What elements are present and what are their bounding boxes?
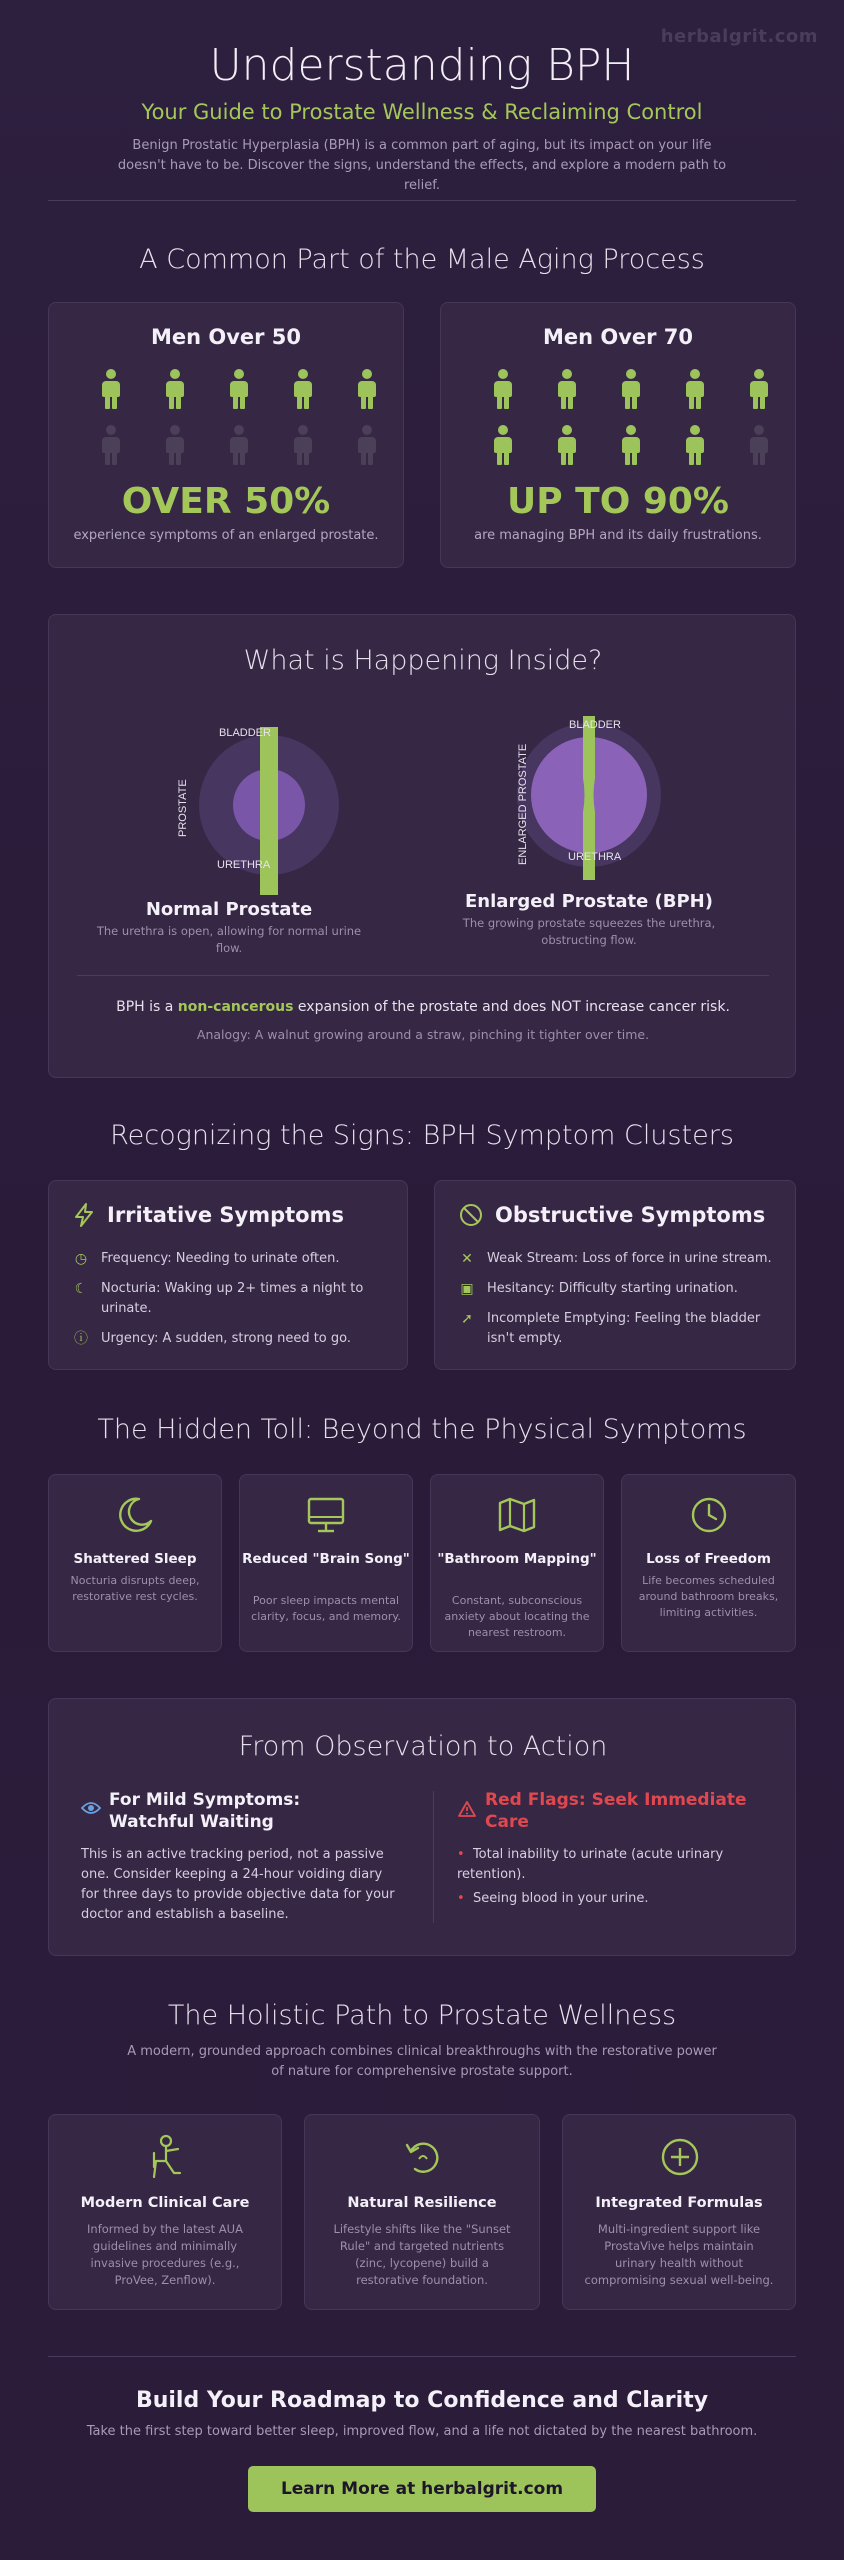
stat-description: experience symptoms of an enlarged prostate. bbox=[73, 528, 379, 543]
toll-card-brain bbox=[239, 1474, 413, 1652]
toll-card-sleep bbox=[48, 1474, 222, 1652]
holistic-section-title: The Holistic Path to Prostate Wellness bbox=[167, 2000, 677, 2031]
symptom-item bbox=[73, 1329, 351, 1349]
obstructive-title: Obstructive Symptoms bbox=[495, 1203, 766, 1227]
stat-value: OVER 50% bbox=[121, 481, 331, 522]
map-icon bbox=[495, 1493, 539, 1537]
symptom-text: Urgency: A sudden, strong need to go. bbox=[101, 1331, 351, 1346]
bullet-icon: • bbox=[457, 1847, 465, 1862]
pause-icon: ▣ bbox=[460, 1281, 474, 1297]
irritative-title: Irritative Symptoms bbox=[107, 1203, 344, 1227]
figure-grid bbox=[79, 369, 399, 465]
person-figure-icon bbox=[683, 425, 707, 465]
page-subtitle: Your Guide to Prostate Wellness & Reclaiming Control bbox=[141, 100, 703, 124]
bph-note-emphasis: non-cancerous bbox=[177, 999, 294, 1015]
lightning-icon bbox=[73, 1203, 95, 1227]
enlarged-prostate-label: ENLARGED PROSTATE bbox=[517, 743, 529, 865]
ban-icon bbox=[459, 1203, 483, 1227]
holistic-card-clinical bbox=[48, 2114, 282, 2310]
person-figure-icon bbox=[99, 425, 123, 465]
holistic-card-title: Integrated Formulas bbox=[595, 2195, 763, 2211]
obstructive-header bbox=[459, 1203, 765, 1227]
holistic-card-title: Modern Clinical Care bbox=[80, 2195, 250, 2211]
info-icon: ⓘ bbox=[74, 1331, 88, 1347]
toll-card-title: Loss of Freedom bbox=[646, 1551, 771, 1567]
symptom-item bbox=[459, 1279, 738, 1299]
stat-card-title: Men Over 50 bbox=[150, 325, 302, 349]
symptom-item bbox=[459, 1249, 772, 1269]
red-flag-item bbox=[457, 1845, 767, 1885]
watchful-waiting-title: For Mild Symptoms: Watchful Waiting bbox=[109, 1790, 301, 1832]
warning-icon bbox=[458, 1801, 476, 1817]
holistic-card-desc: Multi-ingredient support like ProstaVive helps maintain urinary health without compromising sexual well-being. bbox=[584, 2222, 774, 2287]
toll-section-title: The Hidden Toll: Beyond the Physical Symptoms bbox=[97, 1414, 747, 1445]
enlarged-prostate-title: Enlarged Prostate (BPH) bbox=[465, 891, 713, 912]
person-figure-icon bbox=[355, 425, 379, 465]
page-title: Understanding BPH bbox=[209, 40, 635, 91]
figure-grid bbox=[471, 369, 791, 465]
red-flag-text: Total inability to urinate (acute urinary retention). bbox=[457, 1847, 724, 1882]
moon-icon bbox=[113, 1493, 157, 1537]
bph-note-pre: BPH is a bbox=[116, 999, 178, 1015]
normal-prostate-title: Normal Prostate bbox=[145, 899, 313, 920]
eye-icon bbox=[81, 1801, 101, 1815]
bph-note-post: expansion of the prostate and does NOT increase cancer risk. bbox=[293, 999, 730, 1015]
divider bbox=[48, 200, 796, 201]
urethra-label: URETHRA bbox=[217, 859, 271, 871]
stat-description: are managing BPH and its daily frustrations. bbox=[474, 528, 762, 543]
prostate-label: PROSTATE bbox=[177, 779, 189, 837]
irritative-symptoms-card bbox=[48, 1180, 408, 1370]
x-icon: ✕ bbox=[461, 1251, 473, 1267]
plus-circle-icon bbox=[658, 2135, 702, 2179]
watchful-waiting-body: This is an active tracking period, not a passive one. Consider keeping a 24-hour voiding diary for three days to provide objective data for your doctor and establish a baseline. bbox=[81, 1847, 395, 1922]
symptom-item bbox=[73, 1249, 340, 1269]
holistic-card-natural bbox=[304, 2114, 540, 2310]
clock-icon bbox=[687, 1493, 731, 1537]
inside-section-title: What is Happening Inside? bbox=[243, 645, 603, 676]
symptom-item bbox=[459, 1309, 779, 1349]
holistic-intro: A modern, grounded approach combines clinical breakthroughs with the restorative power of nature for comprehensive prostate support. bbox=[127, 2044, 717, 2079]
toll-card-desc: Nocturia disrupts deep, restorative rest cycles. bbox=[70, 1574, 200, 1603]
watermark: herbalgrit.com bbox=[660, 26, 818, 47]
refresh-icon bbox=[401, 2135, 445, 2179]
person-figure-icon bbox=[291, 369, 315, 409]
toll-card-title: "Bathroom Mapping" bbox=[437, 1551, 597, 1567]
divider bbox=[48, 2356, 796, 2357]
person-figure-icon bbox=[555, 425, 579, 465]
person-figure-icon bbox=[619, 425, 643, 465]
holistic-card-title: Natural Resilience bbox=[347, 2195, 497, 2211]
stat-card-title: Men Over 70 bbox=[542, 325, 694, 349]
red-flag-text: Seeing blood in your urine. bbox=[472, 1891, 649, 1906]
symptom-text: Hesitancy: Difficulty starting urination. bbox=[487, 1281, 738, 1296]
enlarged-prostate-desc: The growing prostate squeezes the urethra, obstructing flow. bbox=[462, 916, 716, 947]
person-figure-icon bbox=[227, 369, 251, 409]
symptom-text: Weak Stream: Loss of force in urine stream. bbox=[487, 1251, 772, 1266]
clock-icon: ◷ bbox=[74, 1251, 88, 1267]
toll-card-title: Reduced "Brain Song" bbox=[242, 1551, 410, 1567]
learn-more-button[interactable]: Learn More at herbalgrit.com bbox=[248, 2466, 596, 2512]
person-figure-icon bbox=[555, 369, 579, 409]
red-flag-item bbox=[457, 1889, 767, 1909]
divider bbox=[77, 975, 769, 976]
signs-section-title: Recognizing the Signs: BPH Symptom Clusters bbox=[110, 1120, 734, 1151]
normal-prostate-diagram bbox=[169, 705, 389, 895]
aging-section-title: A Common Part of the Male Aging Process bbox=[139, 244, 705, 275]
stat-card-over-50 bbox=[48, 302, 404, 568]
toll-card-title: Shattered Sleep bbox=[73, 1551, 197, 1567]
person-figure-icon bbox=[491, 369, 515, 409]
person-figure-icon bbox=[619, 369, 643, 409]
cta-subtitle: Take the first step toward better sleep, improved flow, and a life not dictated by the nearest bathroom. bbox=[86, 2424, 758, 2439]
symptom-text: Incomplete Emptying: Feeling the bladder isn't empty. bbox=[487, 1311, 761, 1346]
holistic-card-desc: Lifestyle shifts like the "Sunset Rule" and targeted nutrients (zinc, lycopene) build a restorative foundation. bbox=[333, 2222, 511, 2287]
holistic-card-desc: Informed by the latest AUA guidelines and minimally invasive procedures (e.g., ProVee, Zenflow). bbox=[87, 2222, 243, 2287]
obstructive-symptoms-card bbox=[434, 1180, 796, 1370]
person-figure-icon bbox=[491, 425, 515, 465]
stat-card-over-70 bbox=[440, 302, 796, 568]
person-figure-icon bbox=[747, 369, 771, 409]
symptom-item bbox=[73, 1279, 393, 1319]
toll-card-mapping bbox=[430, 1474, 604, 1652]
bladder-label: BLADDER bbox=[219, 727, 271, 739]
bullet-icon: • bbox=[457, 1891, 465, 1906]
irritative-header bbox=[73, 1203, 344, 1227]
person-icon bbox=[144, 2133, 188, 2181]
cta-title: Build Your Roadmap to Confidence and Clarity bbox=[135, 2388, 709, 2413]
urethra-label: URETHRA bbox=[568, 851, 622, 863]
bladder-label: BLADDER bbox=[569, 719, 621, 731]
stat-value: UP TO 90% bbox=[506, 481, 729, 522]
holistic-card-formulas bbox=[562, 2114, 796, 2310]
toll-card-desc: Life becomes scheduled around bathroom breaks, limiting activities. bbox=[638, 1574, 779, 1619]
person-figure-icon bbox=[291, 425, 315, 465]
monitor-icon bbox=[304, 1493, 348, 1537]
person-figure-icon bbox=[163, 369, 187, 409]
person-figure-icon bbox=[683, 369, 707, 409]
toll-card-desc: Constant, subconscious anxiety about locating the nearest restroom. bbox=[444, 1594, 590, 1639]
symptom-text: Nocturia: Waking up 2+ times a night to urinate. bbox=[101, 1281, 364, 1316]
intro-text: Benign Prostatic Hyperplasia (BPH) is a common part of aging, but its impact on your life doesn't have to be. Discover the signs, understand the effects, and explore a modern path to relief. bbox=[117, 138, 727, 193]
arrow-icon: ➚ bbox=[461, 1311, 473, 1327]
normal-prostate-desc: The urethra is open, allowing for normal urine flow. bbox=[96, 924, 362, 955]
red-flags-title: Red Flags: Seek Immediate Care bbox=[485, 1790, 747, 1832]
analogy-text: Analogy: A walnut growing around a straw, pinching it tighter over time. bbox=[196, 1027, 650, 1042]
moon-icon: ☾ bbox=[74, 1281, 88, 1297]
divider bbox=[433, 1791, 434, 1923]
inside-card bbox=[48, 614, 796, 1078]
action-card bbox=[48, 1698, 796, 1956]
person-figure-icon bbox=[163, 425, 187, 465]
symptom-text: Frequency: Needing to urinate often. bbox=[101, 1251, 340, 1266]
toll-card-desc: Poor sleep impacts mental clarity, focus, and memory. bbox=[251, 1594, 401, 1623]
toll-card-freedom bbox=[621, 1474, 796, 1652]
person-figure-icon bbox=[99, 369, 123, 409]
person-figure-icon bbox=[747, 425, 771, 465]
bph-note bbox=[49, 999, 797, 1015]
action-section-title: From Observation to Action bbox=[238, 1731, 608, 1762]
person-figure-icon bbox=[227, 425, 251, 465]
person-figure-icon bbox=[355, 369, 379, 409]
